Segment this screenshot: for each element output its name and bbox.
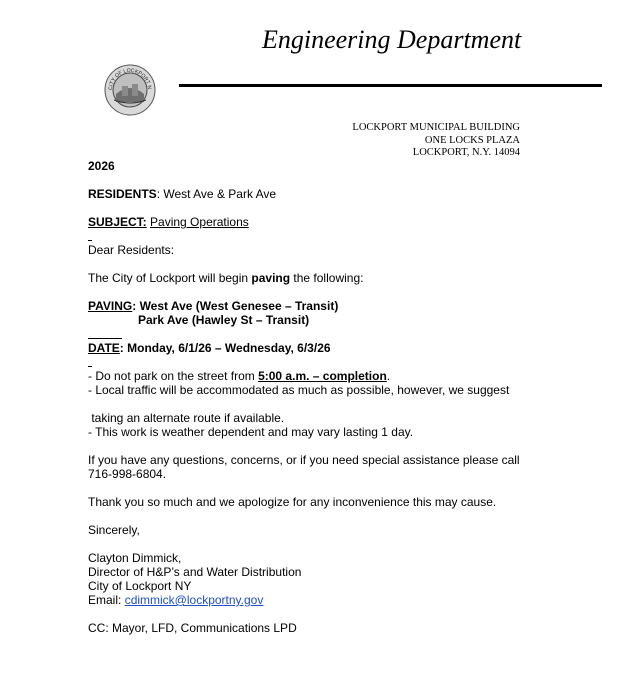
bullet1-pre: - Do not park on the street from <box>88 369 259 383</box>
subject-label: SUBJECT: <box>88 215 147 229</box>
cc-line: CC: Mayor, LFD, Communications LPD <box>88 621 297 635</box>
email-line <box>88 593 263 607</box>
bullet-local-traffic-cont: taking an alternate route if available. <box>88 411 285 425</box>
header-rule <box>179 84 602 87</box>
signer-title: Director of H&P’s and Water Distribution <box>88 565 302 579</box>
intro-pre: The City of Lockport will begin <box>88 271 252 285</box>
residents-label: RESIDENTS <box>88 187 157 201</box>
intro-bold: paving <box>251 271 291 285</box>
letter-year: 2026 <box>88 159 115 173</box>
separator-line <box>88 338 122 339</box>
bullet-weather: - This work is weather dependent and may vary lasting 1 day. <box>88 425 414 439</box>
questions-phone: 716-998-6804. <box>88 467 167 481</box>
thanks-line: Thank you so much and we apologize for any inconvenience this may cause. <box>88 495 497 509</box>
bullet-local-traffic: - Local traffic will be accommodated as much as possible, however, we suggest <box>88 383 510 397</box>
underline-mark <box>88 366 92 367</box>
email-link[interactable]: cdimmick@lockportny.gov <box>124 593 264 607</box>
address-line-2: ONE LOCKS PLAZA <box>424 134 520 146</box>
signer-name: Clayton Dimmick, <box>88 551 182 565</box>
date-label: DATE <box>88 341 120 355</box>
signer-org: City of Lockport NY <box>88 579 192 593</box>
intro-post: the following: <box>290 271 364 285</box>
paving-street-1: : West Ave (West Genesee – Transit) <box>132 299 339 313</box>
bullet1-post: . <box>386 369 391 383</box>
paving-line-2: Park Ave (Hawley St – Transit) <box>138 313 310 327</box>
address-line-1: LOCKPORT MUNICIPAL BUILDING <box>352 122 520 133</box>
underline-mark <box>88 240 92 241</box>
date-line <box>88 341 331 355</box>
department-title: Engineering Department <box>262 25 522 54</box>
questions-line-1: If you have any questions, concerns, or if you need special assistance please call <box>88 453 520 467</box>
address-block <box>352 122 520 160</box>
paving-line-1 <box>88 299 338 313</box>
subject-value: Paving Operations <box>150 215 249 229</box>
closing: Sincerely, <box>88 523 140 537</box>
bullet-no-parking <box>88 369 390 383</box>
subject-line <box>88 215 249 229</box>
intro-line <box>88 271 363 285</box>
email-label: Email: <box>88 593 125 607</box>
seal-text: CITY OF LOCKPORT N <box>107 67 153 91</box>
paving-label: PAVING <box>88 299 133 313</box>
city-seal-logo <box>104 64 156 116</box>
residents-value: : West Ave & Park Ave <box>156 187 277 201</box>
salutation: Dear Residents: <box>88 243 175 257</box>
date-value: : Monday, 6/1/26 – Wednesday, 6/3/26 <box>119 341 331 355</box>
residents-line <box>88 187 276 201</box>
address-line-3: LOCKPORT, N.Y. 14094 <box>412 147 520 158</box>
bullet1-bold: 5:00 a.m. – completion <box>258 369 387 383</box>
